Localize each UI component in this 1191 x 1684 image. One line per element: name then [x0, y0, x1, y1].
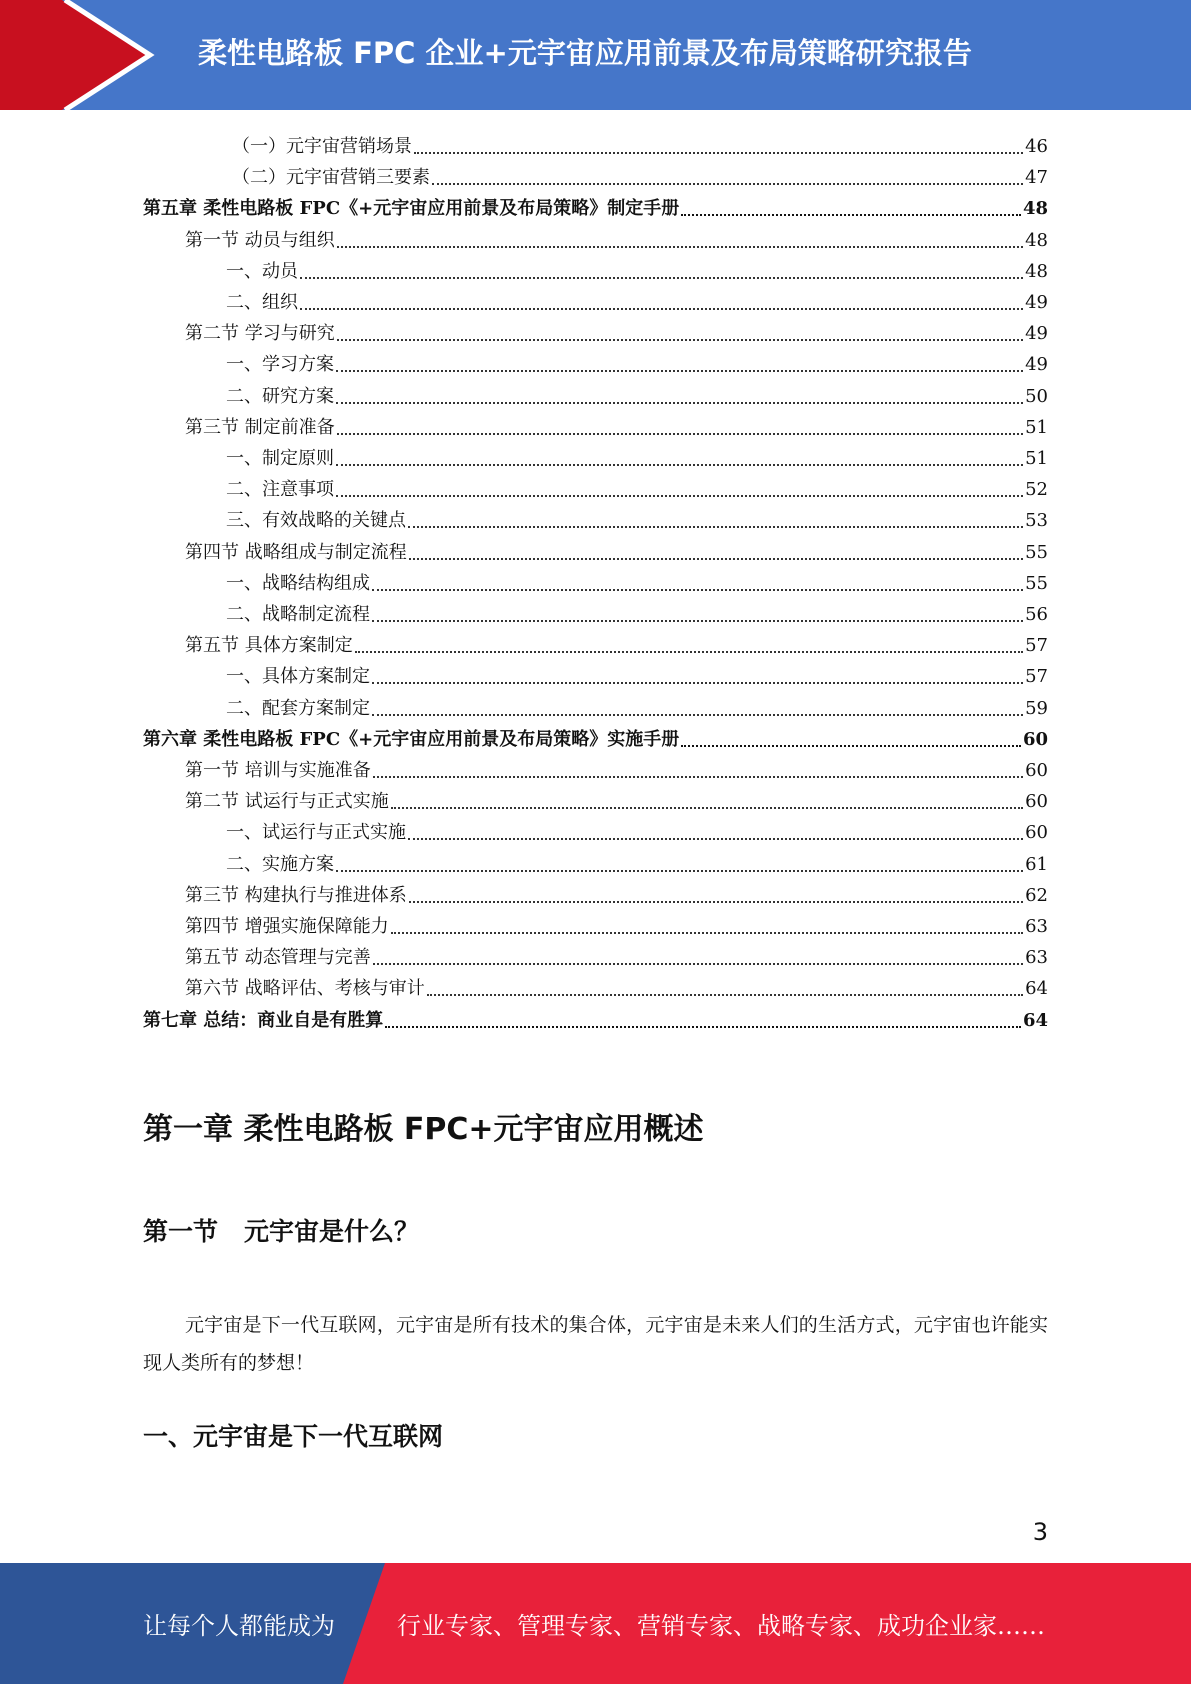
toc-entry[interactable] [185, 783, 1048, 814]
toc-entry-page: 48 [1025, 260, 1048, 282]
toc-leader-dots [409, 901, 1023, 903]
toc-entry-label: 第三节 构建执行与推进体系 [185, 884, 407, 906]
toc-entry-label: 第五章 柔性电路板 FPC《+元宇宙应用前景及布局策略》制定手册 [143, 198, 680, 220]
toc-leader-dots [300, 308, 1023, 310]
toc-entry-page: 55 [1025, 572, 1048, 594]
toc-leader-dots [427, 994, 1023, 996]
toc-entry-page: 50 [1025, 385, 1048, 407]
toc-entry-page: 48 [1022, 198, 1048, 220]
toc-entry[interactable] [185, 315, 1048, 346]
footer-slogan: 让每个人都能成为 [143, 1612, 335, 1640]
toc-leader-dots [372, 714, 1023, 716]
toc-entry-page: 46 [1025, 136, 1048, 157]
toc-leader-dots [373, 963, 1023, 965]
toc-entry-page: 49 [1025, 323, 1048, 345]
toc-leader-dots [408, 526, 1023, 528]
toc-entry[interactable] [226, 440, 1048, 471]
toc-entry-label: （二）元宇宙营销三要素 [232, 167, 430, 189]
toc-leader-dots [432, 183, 1023, 185]
page-footer [0, 1563, 1191, 1684]
toc-entry-page: 51 [1025, 416, 1048, 438]
toc-entry[interactable] [185, 222, 1048, 253]
toc-entry[interactable] [226, 565, 1048, 596]
footer-roles: 行业专家、管理专家、营销专家、战略专家、成功企业家…… [397, 1612, 1045, 1640]
report-title: 柔性电路板 FPC 企业+元宇宙应用前景及布局策略研究报告 [198, 36, 972, 70]
toc-entry-page: 63 [1025, 947, 1048, 969]
toc-entry-label: 一、试运行与正式实施 [226, 822, 406, 844]
toc-entry-label: 第六章 柔性电路板 FPC《+元宇宙应用前景及布局策略》实施手册 [143, 728, 680, 750]
toc-entry[interactable] [232, 159, 1048, 190]
toc-leader-dots [337, 433, 1023, 435]
toc-entry-label: 第五节 具体方案制定 [185, 635, 353, 657]
toc-entry[interactable] [143, 1002, 1048, 1033]
toc-leader-dots [300, 277, 1023, 279]
section-title: 元宇宙是什么？ [244, 1217, 420, 1246]
toc-entry[interactable] [185, 939, 1048, 970]
toc-entry-page: 64 [1025, 978, 1048, 1000]
toc-entry-page: 63 [1025, 916, 1048, 937]
toc-entry-label: 二、实施方案 [226, 853, 334, 875]
toc-entry-label: 一、制定原则 [226, 448, 334, 469]
toc-leader-dots [391, 807, 1023, 809]
toc-entry-label: 第二节 试运行与正式实施 [185, 791, 389, 813]
body-paragraph: 元宇宙是下一代互联网，元宇宙是所有技术的集合体，元宇宙是未来人们的生活方式，元宇宙也许能实现人类所有的梦想！ [143, 1314, 1048, 1374]
toc-entry-label: 一、具体方案制定 [226, 666, 370, 688]
toc-entry-label: 第一节 动员与组织 [185, 229, 335, 251]
toc-entry-page: 47 [1025, 167, 1048, 189]
toc-entry-page: 49 [1025, 354, 1048, 376]
page-number: 3 [1032, 1518, 1048, 1546]
toc-entry-label: 第五节 动态管理与完善 [185, 947, 371, 969]
toc-leader-dots [681, 214, 1021, 216]
toc-leader-dots [336, 464, 1023, 466]
toc-leader-dots [336, 495, 1023, 497]
toc-leader-dots [372, 589, 1023, 591]
toc-entry[interactable] [226, 253, 1048, 284]
toc-entry-label: 第一节 培训与实施准备 [185, 760, 371, 781]
chapter-heading: 第一章 柔性电路板 FPC+元宇宙应用概述 [143, 1112, 704, 1147]
toc-entry-page: 60 [1022, 728, 1048, 750]
subsection-heading: 一、元宇宙是下一代互联网 [143, 1422, 444, 1451]
toc-entry-page: 49 [1025, 292, 1048, 313]
toc-leader-dots [391, 932, 1023, 934]
toc-entry-label: 二、组织 [226, 292, 298, 313]
toc-entry-page: 62 [1025, 884, 1048, 906]
toc-leader-dots [336, 402, 1023, 404]
toc-entry-page: 48 [1025, 229, 1048, 251]
toc-entry[interactable] [185, 752, 1048, 783]
section-heading [143, 1212, 419, 1248]
toc-entry-label: 第三节 制定前准备 [185, 416, 335, 438]
toc-leader-dots [336, 870, 1023, 872]
toc-entry-label: 一、动员 [226, 260, 298, 282]
toc-leader-dots [337, 339, 1023, 341]
toc-leader-dots [373, 776, 1023, 778]
toc-entry-label: 第二节 学习与研究 [185, 323, 335, 345]
toc-entry[interactable] [185, 877, 1048, 908]
toc-entry-page: 60 [1025, 760, 1048, 781]
toc-leader-dots [372, 620, 1023, 622]
toc-entry[interactable] [185, 627, 1048, 658]
toc-entry-page: 51 [1025, 448, 1048, 469]
toc-entry-label: 二、研究方案 [226, 385, 334, 407]
toc-entry-page: 52 [1025, 479, 1048, 501]
toc-leader-dots [355, 651, 1023, 653]
toc-entry[interactable] [226, 596, 1048, 627]
toc-entry-label: 第四节 战略组成与制定流程 [185, 541, 407, 563]
toc-leader-dots [408, 838, 1023, 840]
toc-entry-page: 59 [1025, 697, 1048, 719]
toc-leader-dots [409, 558, 1023, 560]
toc-entry[interactable] [143, 721, 1048, 752]
toc-entry[interactable] [226, 658, 1048, 689]
toc-entry-label: （一）元宇宙营销场景 [232, 136, 412, 157]
toc-entry-page: 56 [1025, 604, 1048, 625]
toc-entry-page: 61 [1025, 853, 1048, 875]
toc-entry-label: 二、配套方案制定 [226, 697, 370, 719]
toc-leader-dots [372, 682, 1023, 684]
toc-leader-dots [414, 152, 1023, 154]
toc-entry-label: 第四节 增强实施保障能力 [185, 916, 389, 937]
page-header [0, 0, 1191, 110]
toc-entry[interactable] [226, 471, 1048, 502]
toc-entry[interactable] [185, 908, 1048, 939]
toc-entry-label: 二、注意事项 [226, 479, 334, 501]
toc-leader-dots [385, 1026, 1021, 1028]
toc-entry[interactable] [226, 690, 1048, 721]
toc-entry-label: 三、有效战略的关键点 [226, 510, 406, 532]
toc-entry[interactable] [226, 846, 1048, 877]
toc-entry[interactable] [143, 190, 1048, 221]
toc-entry[interactable] [185, 534, 1048, 565]
toc-entry-label: 一、战略结构组成 [226, 572, 370, 594]
toc-entry-page: 55 [1025, 541, 1048, 563]
toc-leader-dots [336, 370, 1023, 372]
toc-entry[interactable] [226, 502, 1048, 533]
toc-entry-label: 二、战略制定流程 [226, 604, 370, 625]
toc-entry-page: 57 [1025, 666, 1048, 688]
toc-entry[interactable] [226, 346, 1048, 377]
toc-entry-page: 57 [1025, 635, 1048, 657]
toc-entry-label: 一、学习方案 [226, 354, 334, 376]
toc-entry[interactable] [185, 409, 1048, 440]
toc-entry-page: 64 [1022, 1009, 1048, 1031]
toc-entry[interactable] [226, 284, 1048, 315]
toc-entry[interactable] [232, 128, 1048, 159]
toc-entry-page: 60 [1025, 791, 1048, 813]
toc-entry[interactable] [226, 378, 1048, 409]
toc-entry-label: 第七章 总结：商业自是有胜算 [143, 1009, 384, 1031]
toc-leader-dots [337, 246, 1023, 248]
toc-entry[interactable] [226, 814, 1048, 845]
toc-leader-dots [681, 745, 1021, 747]
toc-entry-page: 60 [1025, 822, 1048, 844]
toc-entry[interactable] [185, 970, 1048, 1001]
section-number: 第一节 [143, 1217, 219, 1246]
toc-entry-label: 第六节 战略评估、考核与审计 [185, 978, 425, 1000]
toc-entry-page: 53 [1025, 510, 1048, 532]
